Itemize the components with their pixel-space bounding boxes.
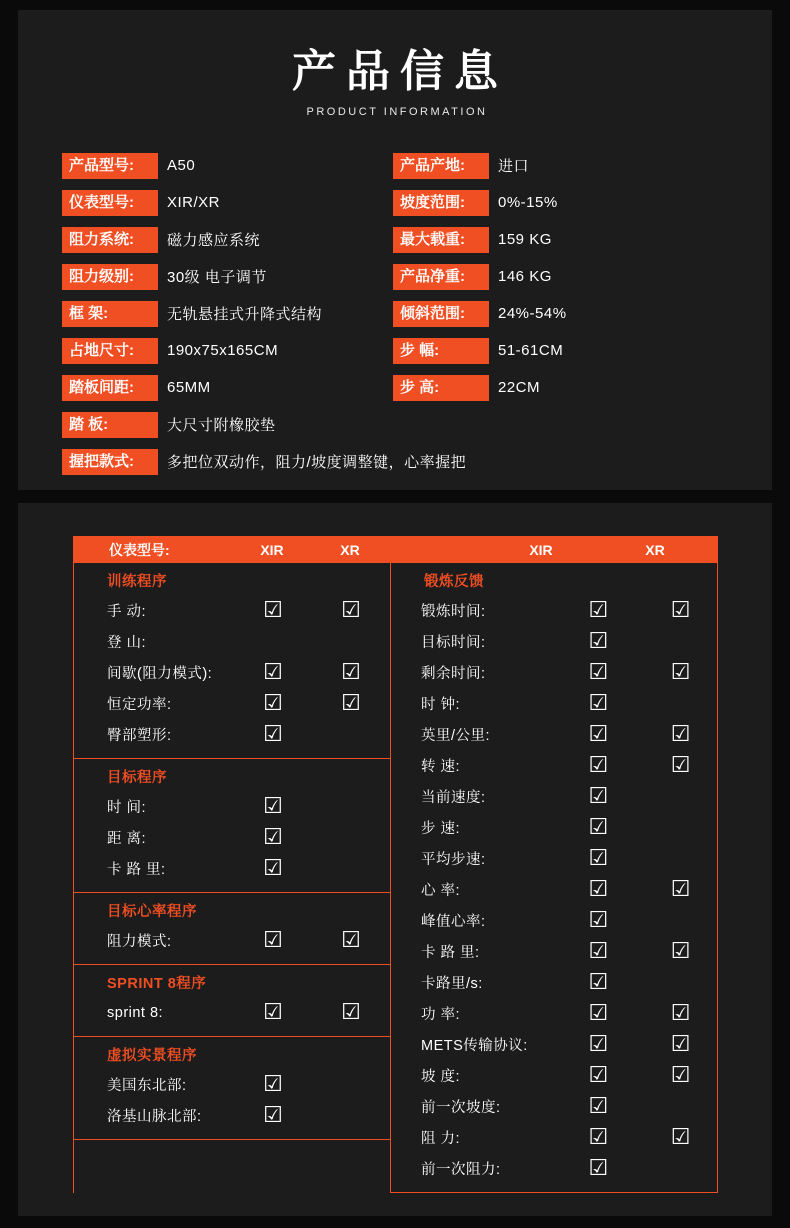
check-icon: ☑	[588, 907, 609, 933]
spec-value: 51-61CM	[498, 342, 564, 359]
feature-xir-cell	[553, 938, 645, 964]
feature-column-right	[391, 563, 718, 1193]
feature-table-body	[73, 563, 718, 1193]
feature-xr-cell	[644, 786, 717, 808]
check-icon: ☑	[588, 783, 609, 809]
feature-name: 坡 度:	[421, 1069, 461, 1085]
feature-name: 峰值心率:	[421, 914, 486, 930]
feature-xr-cell	[312, 597, 390, 623]
feature-name: 登 山:	[107, 635, 147, 651]
check-icon: ☑	[588, 628, 609, 654]
feature-name: 前一次阻力:	[421, 1162, 501, 1178]
feature-group	[74, 893, 390, 965]
feature-row	[74, 853, 390, 884]
feature-xir-cell	[553, 1093, 645, 1119]
feature-name: 卡路里/s:	[421, 976, 483, 992]
feature-xir-cell	[553, 907, 645, 933]
feature-xir-cell	[553, 597, 645, 623]
check-icon: ☑	[263, 824, 283, 850]
feature-xr-cell	[644, 910, 717, 932]
feature-xir-cell	[234, 927, 312, 953]
feature-name: 锻炼时间:	[421, 604, 486, 620]
check-icon: ☑	[263, 927, 283, 953]
spec-label: 踏 板:	[62, 412, 158, 438]
spec-value: 146 KG	[498, 268, 552, 285]
check-icon: ☑	[588, 814, 609, 840]
spec-value: 22CM	[498, 379, 541, 396]
spec-label: 握把款式:	[62, 449, 158, 475]
spec-row	[62, 150, 392, 181]
check-icon: ☑	[263, 793, 283, 819]
header-xir-right: XIR	[529, 541, 553, 558]
check-icon: ☑	[670, 597, 691, 623]
check-icon: ☑	[588, 597, 609, 623]
spec-label: 阻力级别:	[62, 264, 158, 290]
feature-xir-cell	[234, 824, 312, 850]
feature-name: 卡 路 里:	[107, 862, 166, 878]
feature-row	[74, 925, 390, 956]
feature-table-header	[73, 536, 718, 563]
feature-xir-cell	[553, 752, 645, 778]
feature-xr-cell	[312, 927, 390, 953]
feature-xr-cell	[644, 1062, 717, 1088]
spec-value: 24%-54%	[498, 305, 567, 322]
spec-row	[393, 298, 733, 329]
feature-name: 心 率:	[421, 883, 461, 899]
check-icon: ☑	[588, 721, 609, 747]
feature-xir-cell	[234, 690, 312, 716]
feature-xr-cell	[644, 597, 717, 623]
feature-xr-cell	[644, 1031, 717, 1057]
feature-name: 恒定功率:	[107, 697, 172, 713]
feature-row	[74, 688, 390, 719]
check-icon: ☑	[670, 1000, 691, 1026]
feature-xr-cell	[312, 1074, 390, 1096]
check-icon: ☑	[341, 999, 361, 1025]
spec-label: 占地尺寸:	[62, 338, 158, 364]
spec-value: 进口	[498, 158, 530, 175]
check-icon: ☑	[588, 938, 609, 964]
feature-row	[391, 874, 717, 905]
spec-label: 步 高:	[393, 375, 489, 401]
feature-xir-cell	[234, 793, 312, 819]
spec-row	[62, 446, 467, 477]
spec-row	[62, 261, 392, 292]
check-icon: ☑	[588, 690, 609, 716]
feature-xir-cell	[553, 1000, 645, 1026]
spec-row	[62, 335, 392, 366]
spec-row	[393, 187, 733, 218]
check-icon: ☑	[263, 999, 283, 1025]
check-icon: ☑	[670, 752, 691, 778]
check-icon: ☑	[670, 1124, 691, 1150]
header-xr-left: XR	[340, 541, 360, 558]
feature-xir-cell	[553, 1031, 645, 1057]
check-icon: ☑	[588, 845, 609, 871]
page-title: 产品信息	[292, 47, 508, 96]
feature-name: 洛基山脉北部:	[107, 1109, 202, 1125]
spec-row	[393, 261, 733, 292]
feature-xr-cell	[312, 1105, 390, 1127]
feature-xir-cell	[234, 721, 312, 747]
feature-xir-cell	[553, 814, 645, 840]
feature-xr-cell	[644, 752, 717, 778]
check-icon: ☑	[670, 1062, 691, 1088]
feature-row	[74, 997, 390, 1028]
spec-label: 仪表型号:	[62, 190, 158, 216]
feature-name: 前一次坡度:	[421, 1100, 501, 1116]
check-icon: ☑	[341, 927, 361, 953]
feature-row	[391, 595, 717, 626]
check-icon: ☑	[588, 659, 609, 685]
spec-label: 最大载重:	[393, 227, 489, 253]
feature-row	[391, 936, 717, 967]
feature-xir-cell	[234, 597, 312, 623]
feature-row	[391, 688, 717, 719]
feature-xr-cell	[644, 1124, 717, 1150]
feature-row	[74, 1100, 390, 1131]
spec-value: 159 KG	[498, 231, 552, 248]
spec-value: 30级 电子调节	[167, 269, 267, 286]
header-label: 仪表型号:	[109, 541, 170, 558]
feature-row	[391, 812, 717, 843]
check-icon: ☑	[588, 1124, 609, 1150]
spec-value: 磁力感应系统	[167, 232, 261, 249]
feature-table	[73, 536, 718, 1193]
feature-xr-cell	[644, 848, 717, 870]
check-icon: ☑	[263, 690, 283, 716]
feature-group	[391, 563, 717, 1193]
feature-name: 阻力模式:	[107, 934, 172, 950]
feature-group-title: 锻炼反馈	[424, 574, 484, 590]
feature-row	[74, 595, 390, 626]
check-icon: ☑	[588, 1155, 609, 1181]
feature-name: 时 钟:	[421, 697, 461, 713]
feature-xir-cell	[553, 876, 645, 902]
feature-xir-cell	[553, 969, 645, 995]
check-icon: ☑	[670, 938, 691, 964]
feature-table-panel	[18, 503, 772, 1216]
feature-name: 功 率:	[421, 1007, 461, 1023]
spec-label: 框 架:	[62, 301, 158, 327]
check-icon: ☑	[588, 1062, 609, 1088]
feature-name: sprint 8:	[107, 1004, 164, 1021]
feature-row	[74, 657, 390, 688]
spec-row	[62, 187, 392, 218]
check-icon: ☑	[588, 1093, 609, 1119]
spec-value: A50	[167, 157, 196, 174]
feature-name: 转 速:	[421, 759, 461, 775]
check-icon: ☑	[341, 659, 361, 685]
feature-column-left	[73, 563, 391, 1193]
feature-xir-cell	[553, 690, 645, 716]
feature-row	[391, 1153, 717, 1184]
feature-name: 距 离:	[107, 831, 147, 847]
feature-name: 臀部塑形:	[107, 728, 172, 744]
feature-xir-cell	[553, 783, 645, 809]
spec-row	[62, 372, 392, 403]
spec-row	[393, 372, 733, 403]
page-subtitle: PRODUCT INFORMATION	[306, 106, 488, 119]
feature-row	[74, 822, 390, 853]
feature-xr-cell	[644, 693, 717, 715]
feature-row	[391, 1122, 717, 1153]
feature-xir-cell	[553, 628, 645, 654]
check-icon: ☑	[670, 1031, 691, 1057]
feature-xr-cell	[312, 796, 390, 818]
feature-name: 美国东北部:	[107, 1078, 187, 1094]
spec-column-right	[393, 150, 733, 409]
feature-xr-cell	[644, 721, 717, 747]
feature-row	[391, 998, 717, 1029]
feature-xir-cell	[553, 721, 645, 747]
check-icon: ☑	[341, 690, 361, 716]
feature-name: 手 动:	[107, 604, 147, 620]
feature-xr-cell	[312, 724, 390, 746]
spec-row	[62, 409, 392, 440]
spec-row	[393, 150, 733, 181]
spec-row	[62, 224, 392, 255]
feature-row	[391, 781, 717, 812]
feature-name: 目标时间:	[421, 635, 486, 651]
feature-xr-cell	[312, 631, 390, 653]
feature-xir-cell	[553, 845, 645, 871]
spec-value: 多把位双动作，阻力/坡度调整键，心率握把	[167, 454, 467, 471]
feature-name: METS传输协议:	[421, 1038, 528, 1054]
feature-xir-cell	[234, 855, 312, 881]
feature-name: 间歇(阻力模式):	[107, 666, 213, 682]
feature-row	[74, 626, 390, 657]
spec-row	[393, 224, 733, 255]
spec-label: 坡度范围:	[393, 190, 489, 216]
feature-xr-cell	[644, 1158, 717, 1180]
check-icon: ☑	[263, 855, 283, 881]
feature-group-title: 虚拟实景程序	[107, 1048, 197, 1064]
spec-value: XIR/XR	[167, 194, 221, 211]
check-icon: ☑	[263, 597, 283, 623]
check-icon: ☑	[588, 752, 609, 778]
feature-row	[391, 1060, 717, 1091]
feature-xr-cell	[312, 659, 390, 685]
feature-xir-cell	[234, 999, 312, 1025]
feature-xr-cell	[312, 858, 390, 880]
feature-xr-cell	[312, 827, 390, 849]
spec-label: 产品产地:	[393, 153, 489, 179]
feature-row	[74, 1069, 390, 1100]
title-block	[18, 10, 772, 118]
spec-value: 65MM	[167, 379, 211, 396]
check-icon: ☑	[670, 876, 691, 902]
feature-xr-cell	[644, 817, 717, 839]
spec-label: 产品净重:	[393, 264, 489, 290]
feature-name: 阻 力:	[421, 1131, 461, 1147]
feature-name: 当前速度:	[421, 790, 486, 806]
feature-row	[391, 626, 717, 657]
feature-name: 步 速:	[421, 821, 461, 837]
feature-xir-cell	[553, 659, 645, 685]
feature-row	[391, 1029, 717, 1060]
spec-label: 产品型号:	[62, 153, 158, 179]
feature-name: 平均步速:	[421, 852, 486, 868]
feature-group	[74, 1037, 390, 1140]
feature-row	[391, 719, 717, 750]
feature-xr-cell	[644, 1000, 717, 1026]
feature-name: 时 间:	[107, 800, 147, 816]
spec-value: 无轨悬挂式升降式结构	[167, 306, 323, 323]
feature-xr-cell	[644, 972, 717, 994]
feature-xr-cell	[312, 999, 390, 1025]
feature-group	[74, 965, 390, 1037]
feature-group	[74, 759, 390, 893]
feature-group-title: 目标程序	[107, 770, 167, 786]
spec-value: 190x75x165CM	[167, 342, 279, 359]
feature-xir-cell	[553, 1155, 645, 1181]
check-icon: ☑	[263, 659, 283, 685]
feature-group-title: SPRINT 8程序	[107, 976, 207, 992]
feature-group	[74, 563, 390, 759]
feature-row	[391, 750, 717, 781]
feature-xir-cell	[234, 1071, 312, 1097]
feature-row	[391, 843, 717, 874]
feature-xir-cell	[553, 1124, 645, 1150]
check-icon: ☑	[263, 1102, 283, 1128]
spec-row	[62, 298, 392, 329]
spec-label: 倾斜范围:	[393, 301, 489, 327]
feature-row	[391, 967, 717, 998]
check-icon: ☑	[588, 1000, 609, 1026]
feature-group-title: 目标心率程序	[107, 904, 197, 920]
product-info-panel	[18, 10, 772, 490]
spec-label: 步 幅:	[393, 338, 489, 364]
feature-xir-cell	[234, 631, 312, 653]
check-icon: ☑	[670, 721, 691, 747]
check-icon: ☑	[263, 1071, 283, 1097]
feature-row	[391, 657, 717, 688]
feature-xr-cell	[312, 690, 390, 716]
check-icon: ☑	[341, 597, 361, 623]
feature-row	[74, 791, 390, 822]
feature-row	[391, 1091, 717, 1122]
check-icon: ☑	[588, 876, 609, 902]
feature-xir-cell	[234, 659, 312, 685]
spec-value: 0%-15%	[498, 194, 558, 211]
feature-xr-cell	[644, 1096, 717, 1118]
feature-name: 卡 路 里:	[421, 945, 480, 961]
feature-row	[391, 905, 717, 936]
spec-row	[393, 335, 733, 366]
feature-group-title: 训练程序	[107, 574, 167, 590]
check-icon: ☑	[670, 659, 691, 685]
feature-xir-cell	[234, 1102, 312, 1128]
feature-xir-cell	[553, 1062, 645, 1088]
check-icon: ☑	[588, 1031, 609, 1057]
spec-label: 踏板间距:	[62, 375, 158, 401]
feature-xr-cell	[644, 938, 717, 964]
spec-label: 阻力系统:	[62, 227, 158, 253]
check-icon: ☑	[588, 969, 609, 995]
feature-xr-cell	[644, 876, 717, 902]
header-xr-right: XR	[645, 541, 665, 558]
feature-name: 英里/公里:	[421, 728, 491, 744]
check-icon: ☑	[263, 721, 283, 747]
feature-row	[74, 719, 390, 750]
feature-xr-cell	[644, 631, 717, 653]
feature-xr-cell	[644, 659, 717, 685]
feature-name: 剩余时间:	[421, 666, 486, 682]
spec-value: 大尺寸附橡胶垫	[167, 417, 276, 434]
header-xir-left: XIR	[260, 541, 284, 558]
